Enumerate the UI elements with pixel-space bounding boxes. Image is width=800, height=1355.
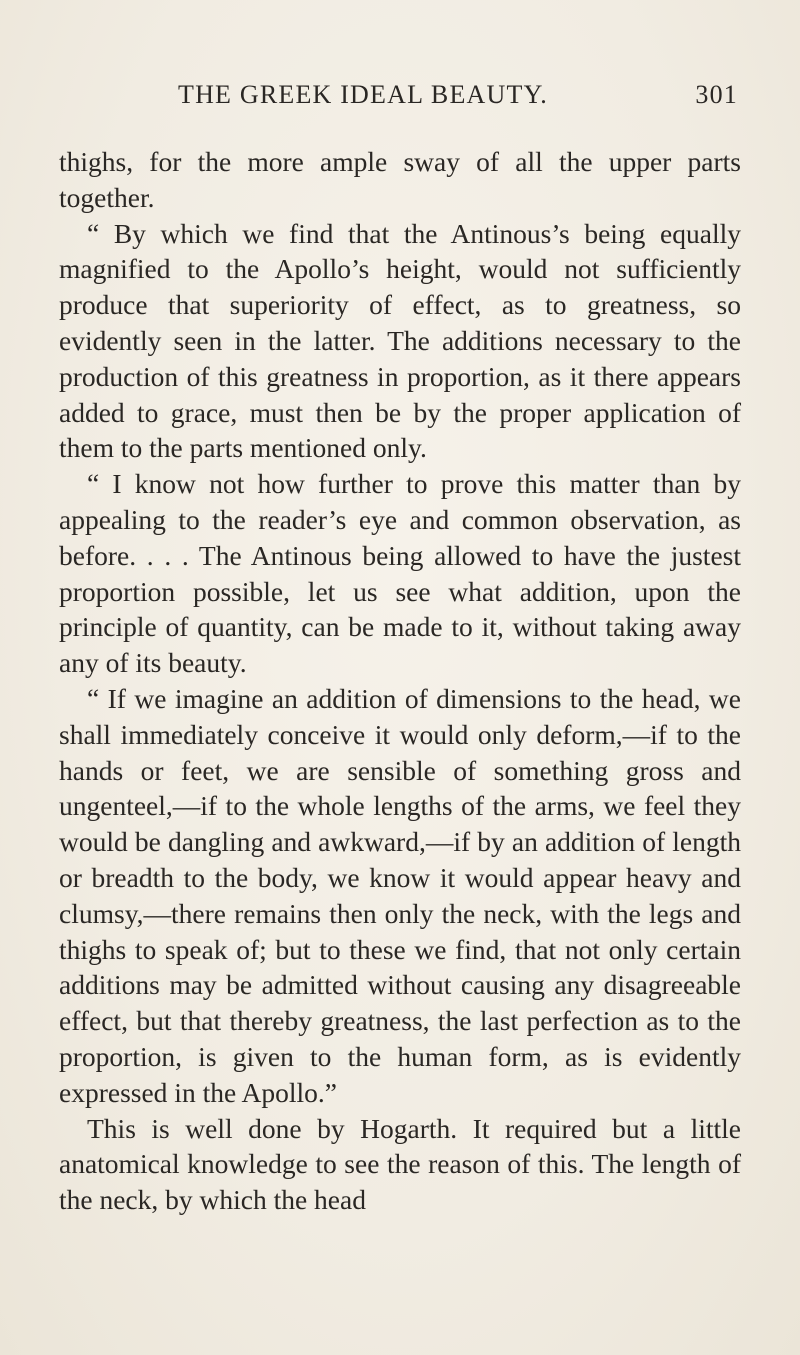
page-header — [178, 80, 738, 120]
page-number: 301 — [695, 80, 738, 109]
paragraph: “ If we imagine an addition of dimensions to the head, we shall immediately conceive it would only deform,—if to the hands or feet, we are sensible of something gross and ungenteel,—if to the whole lengths of the arms, we feel they would be dangling and awkward,—if by an addition of length or breadth to the body, we know it would appear heavy and clumsy,—there remains then only the neck, with the legs and thighs to speak of; but to these we find, that not only certain additions may be admitted without causing any disagreeable effect, but that thereby greatness, the last perfection as to the proportion, is given to the human form, as is evidently expressed in the Apollo.” — [59, 682, 741, 1108]
body-text — [59, 144, 741, 1218]
paragraph: “ By which we find that the Antinous’s being equally magnified to the Apollo’s height, would not sufficiently produce that superiority of effect, as to greatness, so evidently seen in the latter. The additions necessary to the production of this greatness in proportion, as it there appears added to grace, must then be by the proper application of them to the parts mentioned only. — [59, 217, 741, 464]
paragraph: This is well done by Hogarth. It required but a little anatomical knowledge to see the reason of this. The length of the neck, by which the head — [59, 1112, 741, 1216]
paragraph: “ I know not how further to prove this matter than by appealing to the reader’s eye and common observation, as before. . . . The Antinous being allowed to have the justest proportion possible, let us see what addition, upon the principle of quantity, can be made to it, without taking away any of its beauty. — [59, 468, 741, 679]
paragraph: thighs, for the more ample sway of all the upper parts together. — [59, 146, 741, 213]
running-head: THE GREEK IDEAL BEAUTY. — [178, 80, 548, 109]
